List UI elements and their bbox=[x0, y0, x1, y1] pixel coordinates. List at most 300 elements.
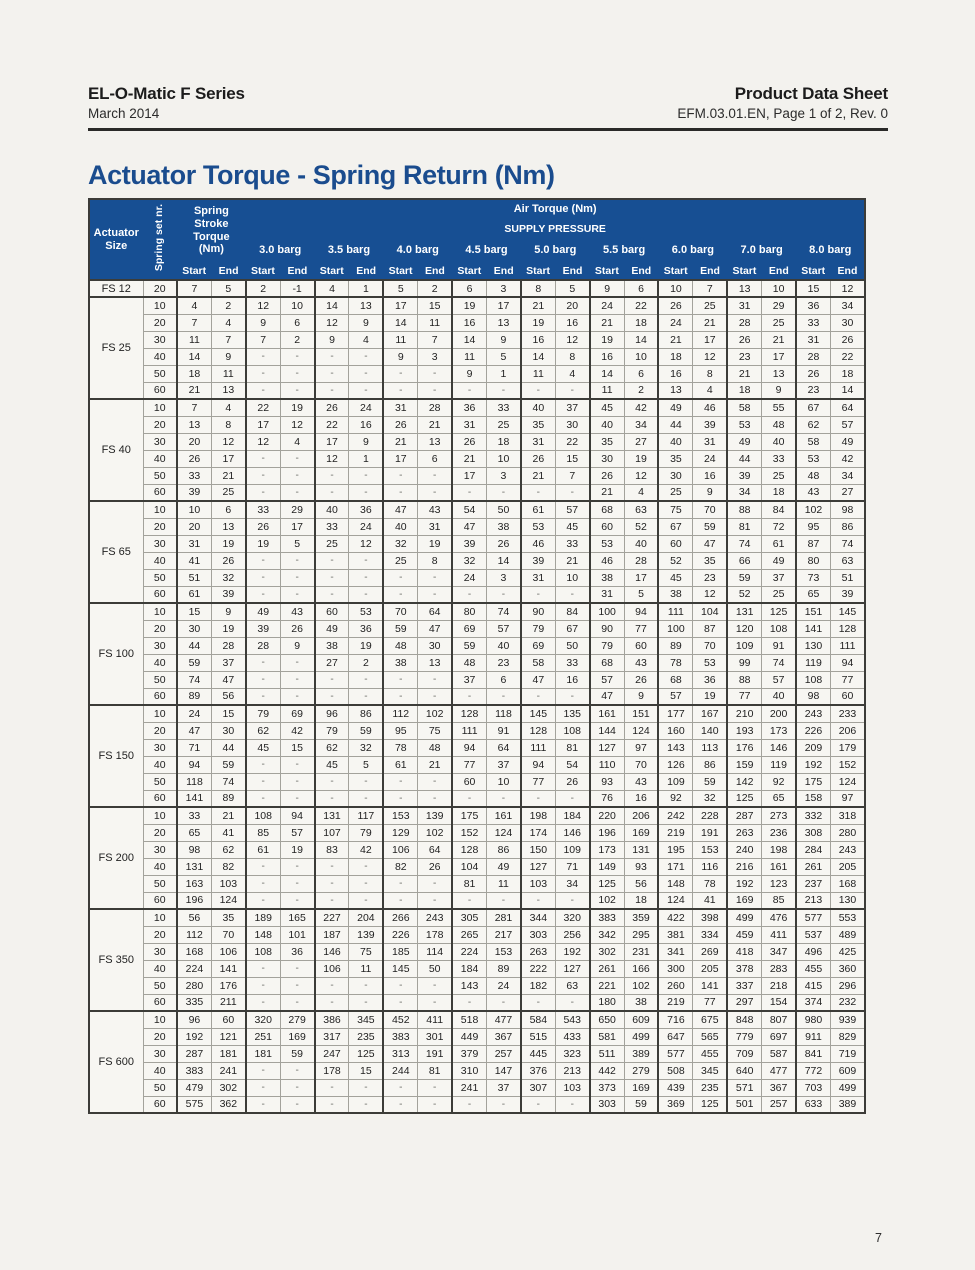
torque-value-cell: 302 bbox=[211, 1079, 245, 1096]
torque-value-cell: 152 bbox=[452, 824, 486, 841]
torque-value-cell: 226 bbox=[383, 926, 417, 943]
torque-value-cell: 152 bbox=[830, 756, 865, 773]
torque-value-cell: 70 bbox=[693, 637, 727, 654]
torque-value-cell: - bbox=[315, 773, 349, 790]
spring-set-cell: 60 bbox=[143, 688, 177, 705]
torque-value-cell: 22 bbox=[830, 348, 865, 365]
torque-value-cell: 150 bbox=[521, 841, 555, 858]
torque-value-cell: 337 bbox=[727, 977, 761, 994]
torque-value-cell: 28 bbox=[418, 399, 452, 416]
table-row bbox=[89, 671, 865, 688]
torque-value-cell: 345 bbox=[349, 1011, 383, 1028]
torque-value-cell: 22 bbox=[315, 416, 349, 433]
torque-value-cell: 24 bbox=[590, 297, 624, 314]
torque-value-cell: 121 bbox=[211, 1028, 245, 1045]
torque-value-cell: 175 bbox=[452, 807, 486, 824]
spring-set-cell: 60 bbox=[143, 892, 177, 909]
torque-value-cell: - bbox=[555, 382, 589, 399]
table-row bbox=[89, 620, 865, 637]
torque-value-cell: 57 bbox=[762, 671, 796, 688]
page-title: Actuator Torque - Spring Return (Nm) bbox=[88, 160, 555, 190]
torque-value-cell: 74 bbox=[762, 654, 796, 671]
torque-value-cell: 609 bbox=[830, 1062, 865, 1079]
torque-value-cell: 70 bbox=[211, 926, 245, 943]
torque-value-cell: 32 bbox=[349, 739, 383, 756]
torque-value-cell: 25 bbox=[658, 484, 692, 501]
torque-value-cell: 78 bbox=[693, 875, 727, 892]
col-header-pressure-60: 6.0 barg bbox=[658, 239, 727, 262]
torque-value-cell: 192 bbox=[177, 1028, 211, 1045]
torque-value-cell: 418 bbox=[727, 943, 761, 960]
torque-value-cell: - bbox=[246, 1079, 280, 1096]
torque-value-cell: 94 bbox=[830, 654, 865, 671]
torque-value-cell: 449 bbox=[452, 1028, 486, 1045]
torque-value-cell: 359 bbox=[624, 909, 658, 926]
torque-value-cell: 4 bbox=[315, 280, 349, 297]
torque-value-cell: 577 bbox=[796, 909, 830, 926]
torque-value-cell: 15 bbox=[555, 450, 589, 467]
torque-value-cell: 204 bbox=[349, 909, 383, 926]
torque-value-cell: 9 bbox=[383, 348, 417, 365]
torque-value-cell: 675 bbox=[693, 1011, 727, 1028]
spring-set-cell: 10 bbox=[143, 501, 177, 518]
col-header-start: Start bbox=[452, 262, 486, 280]
torque-value-cell: 145 bbox=[383, 960, 417, 977]
torque-value-cell: 323 bbox=[555, 1045, 589, 1062]
torque-value-cell: 147 bbox=[487, 1062, 521, 1079]
spring-set-cell: 60 bbox=[143, 586, 177, 603]
torque-value-cell: - bbox=[521, 586, 555, 603]
torque-value-cell: 43 bbox=[624, 773, 658, 790]
torque-value-cell: 9 bbox=[762, 382, 796, 399]
table-row bbox=[89, 654, 865, 671]
torque-value-cell: 476 bbox=[762, 909, 796, 926]
col-header-start: Start bbox=[315, 262, 349, 280]
torque-value-cell: 42 bbox=[280, 722, 314, 739]
torque-value-cell: 139 bbox=[418, 807, 452, 824]
torque-value-cell: 31 bbox=[452, 416, 486, 433]
torque-value-cell: 145 bbox=[830, 603, 865, 620]
torque-value-cell: 240 bbox=[727, 841, 761, 858]
torque-value-cell: 177 bbox=[658, 705, 692, 722]
torque-value-cell: 19 bbox=[418, 535, 452, 552]
torque-value-cell: 697 bbox=[762, 1028, 796, 1045]
torque-value-cell: 243 bbox=[418, 909, 452, 926]
torque-value-cell: 24 bbox=[349, 518, 383, 535]
torque-value-cell: - bbox=[246, 586, 280, 603]
spring-set-cell: 20 bbox=[143, 620, 177, 637]
torque-value-cell: 31 bbox=[727, 297, 761, 314]
torque-value-cell: 64 bbox=[830, 399, 865, 416]
torque-value-cell: - bbox=[349, 977, 383, 994]
spring-set-cell: 30 bbox=[143, 637, 177, 654]
torque-value-cell: 205 bbox=[693, 960, 727, 977]
table-row bbox=[89, 1011, 865, 1028]
torque-value-cell: - bbox=[315, 858, 349, 875]
torque-value-cell: 32 bbox=[211, 569, 245, 586]
torque-value-cell: - bbox=[349, 348, 383, 365]
torque-value-cell: 362 bbox=[211, 1096, 245, 1113]
table-row bbox=[89, 688, 865, 705]
torque-value-cell: 9 bbox=[349, 433, 383, 450]
torque-value-cell: - bbox=[555, 688, 589, 705]
torque-value-cell: 68 bbox=[658, 671, 692, 688]
torque-value-cell: 9 bbox=[452, 365, 486, 382]
torque-value-cell: 342 bbox=[590, 926, 624, 943]
torque-value-cell: 30 bbox=[211, 722, 245, 739]
torque-value-cell: 7 bbox=[211, 331, 245, 348]
table-row bbox=[89, 586, 865, 603]
torque-value-cell: - bbox=[315, 552, 349, 569]
spring-set-cell: 60 bbox=[143, 994, 177, 1011]
torque-value-cell: 389 bbox=[624, 1045, 658, 1062]
col-header-pressure-80: 8.0 barg bbox=[796, 239, 865, 262]
torque-value-cell: 161 bbox=[590, 705, 624, 722]
torque-value-cell: 35 bbox=[521, 416, 555, 433]
torque-value-cell: 70 bbox=[383, 603, 417, 620]
spring-set-cell: 20 bbox=[143, 416, 177, 433]
torque-value-cell: 141 bbox=[796, 620, 830, 637]
torque-value-cell: - bbox=[280, 977, 314, 994]
torque-value-cell: 23 bbox=[693, 569, 727, 586]
torque-value-cell: 20 bbox=[177, 433, 211, 450]
table-row bbox=[89, 501, 865, 518]
torque-value-cell: 39 bbox=[521, 552, 555, 569]
torque-value-cell: 59 bbox=[727, 569, 761, 586]
torque-value-cell: 11 bbox=[383, 331, 417, 348]
torque-value-cell: 318 bbox=[830, 807, 865, 824]
torque-value-cell: - bbox=[452, 484, 486, 501]
torque-value-cell: 106 bbox=[315, 960, 349, 977]
actuator-size-cell: FS 40 bbox=[89, 399, 143, 501]
torque-value-cell: 287 bbox=[727, 807, 761, 824]
torque-value-cell: 7 bbox=[418, 331, 452, 348]
actuator-size-cell: FS 25 bbox=[89, 297, 143, 399]
torque-value-cell: - bbox=[280, 569, 314, 586]
torque-value-cell: 18 bbox=[487, 433, 521, 450]
torque-value-cell: 47 bbox=[452, 518, 486, 535]
torque-value-cell: 50 bbox=[418, 960, 452, 977]
torque-value-cell: 125 bbox=[693, 1096, 727, 1113]
torque-value-cell: 19 bbox=[280, 841, 314, 858]
torque-value-cell: - bbox=[418, 671, 452, 688]
torque-value-cell: 283 bbox=[762, 960, 796, 977]
torque-value-cell: 433 bbox=[555, 1028, 589, 1045]
torque-value-cell: 12 bbox=[246, 297, 280, 314]
torque-value-cell: - bbox=[349, 994, 383, 1011]
torque-value-cell: - bbox=[280, 450, 314, 467]
torque-value-cell: 25 bbox=[487, 416, 521, 433]
torque-value-cell: 287 bbox=[177, 1045, 211, 1062]
torque-value-cell: - bbox=[315, 348, 349, 365]
table-row bbox=[89, 807, 865, 824]
spring-set-cell: 30 bbox=[143, 331, 177, 348]
torque-value-cell: 56 bbox=[624, 875, 658, 892]
torque-value-cell: 173 bbox=[762, 722, 796, 739]
torque-value-cell: - bbox=[452, 382, 486, 399]
col-header-pressure-40: 4.0 barg bbox=[383, 239, 452, 262]
torque-value-cell: - bbox=[418, 365, 452, 382]
torque-value-cell: 198 bbox=[762, 841, 796, 858]
spring-set-cell: 30 bbox=[143, 433, 177, 450]
torque-value-cell: - bbox=[246, 467, 280, 484]
torque-value-cell: 94 bbox=[521, 756, 555, 773]
spring-set-cell: 50 bbox=[143, 875, 177, 892]
torque-value-cell: 33 bbox=[246, 501, 280, 518]
table-row bbox=[89, 433, 865, 450]
torque-value-cell: 13 bbox=[487, 314, 521, 331]
torque-value-cell: 193 bbox=[727, 722, 761, 739]
torque-value-cell: 21 bbox=[452, 450, 486, 467]
torque-value-cell: 30 bbox=[555, 416, 589, 433]
torque-value-cell: 110 bbox=[590, 756, 624, 773]
torque-value-cell: - bbox=[555, 790, 589, 807]
torque-value-cell: 79 bbox=[590, 637, 624, 654]
torque-value-cell: 228 bbox=[693, 807, 727, 824]
torque-value-cell: 79 bbox=[246, 705, 280, 722]
torque-value-cell: 34 bbox=[727, 484, 761, 501]
spring-set-cell: 10 bbox=[143, 1011, 177, 1028]
torque-value-cell: - bbox=[280, 552, 314, 569]
torque-value-cell: 64 bbox=[418, 603, 452, 620]
torque-value-cell: - bbox=[521, 994, 555, 1011]
torque-value-cell: 37 bbox=[452, 671, 486, 688]
torque-value-cell: 217 bbox=[487, 926, 521, 943]
torque-value-cell: 2 bbox=[624, 382, 658, 399]
torque-value-cell: 265 bbox=[452, 926, 486, 943]
torque-value-cell: 141 bbox=[177, 790, 211, 807]
torque-value-cell: - bbox=[246, 994, 280, 1011]
torque-value-cell: 347 bbox=[762, 943, 796, 960]
col-header-start: Start bbox=[383, 262, 417, 280]
spring-set-cell: 20 bbox=[143, 926, 177, 943]
torque-value-cell: - bbox=[246, 1062, 280, 1079]
torque-value-cell: - bbox=[452, 586, 486, 603]
torque-value-cell: - bbox=[383, 1079, 417, 1096]
torque-value-cell: 51 bbox=[177, 569, 211, 586]
torque-value-cell: 148 bbox=[658, 875, 692, 892]
torque-value-cell: 8 bbox=[418, 552, 452, 569]
spring-set-cell: 40 bbox=[143, 960, 177, 977]
torque-value-cell: 4 bbox=[211, 314, 245, 331]
torque-value-cell: - bbox=[555, 892, 589, 909]
torque-value-cell: 383 bbox=[590, 909, 624, 926]
col-header-pressure-50: 5.0 barg bbox=[521, 239, 590, 262]
torque-value-cell: 82 bbox=[211, 858, 245, 875]
torque-value-cell: - bbox=[452, 790, 486, 807]
torque-value-cell: 9 bbox=[624, 688, 658, 705]
torque-value-cell: - bbox=[315, 467, 349, 484]
torque-value-cell: - bbox=[315, 671, 349, 688]
torque-value-cell: 63 bbox=[624, 501, 658, 518]
torque-value-cell: 59 bbox=[211, 756, 245, 773]
torque-value-cell: 716 bbox=[658, 1011, 692, 1028]
spring-set-cell: 40 bbox=[143, 450, 177, 467]
torque-value-cell: 33 bbox=[177, 807, 211, 824]
torque-value-cell: 66 bbox=[727, 552, 761, 569]
torque-value-cell: 57 bbox=[487, 620, 521, 637]
torque-value-cell: 102 bbox=[418, 705, 452, 722]
table-row bbox=[89, 926, 865, 943]
table-row bbox=[89, 909, 865, 926]
torque-value-cell: 6 bbox=[211, 501, 245, 518]
torque-value-cell: 376 bbox=[521, 1062, 555, 1079]
torque-value-cell: 24 bbox=[658, 314, 692, 331]
torque-value-cell: - bbox=[280, 756, 314, 773]
torque-value-cell: 25 bbox=[211, 484, 245, 501]
torque-value-cell: 7 bbox=[693, 280, 727, 297]
torque-value-cell: 3 bbox=[487, 280, 521, 297]
col-header-pressure-55: 5.5 barg bbox=[590, 239, 659, 262]
torque-value-cell: - bbox=[383, 365, 417, 382]
torque-value-cell: 411 bbox=[418, 1011, 452, 1028]
torque-value-cell: 108 bbox=[555, 722, 589, 739]
torque-value-cell: 81 bbox=[452, 875, 486, 892]
torque-value-cell: 39 bbox=[211, 586, 245, 603]
torque-value-cell: 119 bbox=[762, 756, 796, 773]
torque-value-cell: 9 bbox=[693, 484, 727, 501]
torque-value-cell: 16 bbox=[452, 314, 486, 331]
torque-value-cell: 303 bbox=[521, 926, 555, 943]
torque-value-cell: 158 bbox=[796, 790, 830, 807]
torque-value-cell: 9 bbox=[246, 314, 280, 331]
torque-value-cell: 10 bbox=[487, 450, 521, 467]
torque-value-cell: 187 bbox=[315, 926, 349, 943]
torque-value-cell: 17 bbox=[383, 450, 417, 467]
torque-value-cell: 452 bbox=[383, 1011, 417, 1028]
torque-value-cell: 89 bbox=[658, 637, 692, 654]
torque-value-cell: 14 bbox=[521, 348, 555, 365]
torque-value-cell: 44 bbox=[177, 637, 211, 654]
torque-value-cell: 47 bbox=[418, 620, 452, 637]
torque-value-cell: 232 bbox=[830, 994, 865, 1011]
torque-value-cell: 192 bbox=[555, 943, 589, 960]
torque-value-cell: 49 bbox=[315, 620, 349, 637]
torque-value-cell: 49 bbox=[487, 858, 521, 875]
torque-value-cell: 565 bbox=[693, 1028, 727, 1045]
torque-value-cell: 60 bbox=[830, 688, 865, 705]
torque-value-cell: - bbox=[246, 790, 280, 807]
torque-value-cell: 11 bbox=[521, 365, 555, 382]
torque-value-cell: 320 bbox=[246, 1011, 280, 1028]
torque-value-cell: 44 bbox=[211, 739, 245, 756]
torque-value-cell: 53 bbox=[521, 518, 555, 535]
torque-value-cell: 21 bbox=[762, 331, 796, 348]
torque-value-cell: 224 bbox=[177, 960, 211, 977]
torque-value-cell: 86 bbox=[830, 518, 865, 535]
torque-value-cell: 236 bbox=[762, 824, 796, 841]
torque-value-cell: 51 bbox=[830, 569, 865, 586]
torque-value-cell: 106 bbox=[211, 943, 245, 960]
document-header bbox=[88, 84, 888, 121]
torque-value-cell: 102 bbox=[796, 501, 830, 518]
torque-value-cell: 23 bbox=[796, 382, 830, 399]
torque-value-cell: 125 bbox=[349, 1045, 383, 1062]
torque-value-cell: 477 bbox=[762, 1062, 796, 1079]
torque-value-cell: 64 bbox=[418, 841, 452, 858]
torque-value-cell: 581 bbox=[590, 1028, 624, 1045]
torque-value-cell: 779 bbox=[727, 1028, 761, 1045]
table-row bbox=[89, 535, 865, 552]
torque-value-cell: 35 bbox=[590, 433, 624, 450]
torque-value-cell: 48 bbox=[762, 416, 796, 433]
torque-value-cell: 27 bbox=[315, 654, 349, 671]
torque-value-cell: 146 bbox=[315, 943, 349, 960]
torque-value-cell: 70 bbox=[693, 501, 727, 518]
torque-value-cell: 5 bbox=[383, 280, 417, 297]
col-header-end: End bbox=[693, 262, 727, 280]
torque-value-cell: - bbox=[349, 467, 383, 484]
torque-value-cell: 301 bbox=[418, 1028, 452, 1045]
torque-value-cell: - bbox=[280, 994, 314, 1011]
torque-value-cell: 13 bbox=[418, 433, 452, 450]
torque-value-cell: 17 bbox=[487, 297, 521, 314]
torque-value-cell: 96 bbox=[177, 1011, 211, 1028]
torque-value-cell: 10 bbox=[177, 501, 211, 518]
torque-value-cell: 12 bbox=[280, 416, 314, 433]
torque-value-cell: 26 bbox=[624, 671, 658, 688]
torque-value-cell: 373 bbox=[590, 1079, 624, 1096]
torque-value-cell: 10 bbox=[555, 569, 589, 586]
torque-value-cell: - bbox=[487, 892, 521, 909]
torque-value-cell: 182 bbox=[521, 977, 555, 994]
torque-value-cell: 219 bbox=[658, 824, 692, 841]
torque-value-cell: 224 bbox=[452, 943, 486, 960]
torque-value-cell: 33 bbox=[555, 535, 589, 552]
torque-value-cell: 27 bbox=[624, 433, 658, 450]
torque-value-cell: 455 bbox=[693, 1045, 727, 1062]
torque-value-cell: 14 bbox=[624, 331, 658, 348]
torque-value-cell: 939 bbox=[830, 1011, 865, 1028]
actuator-size-cell: FS 350 bbox=[89, 909, 143, 1011]
torque-value-cell: 18 bbox=[624, 314, 658, 331]
torque-value-cell: 266 bbox=[383, 909, 417, 926]
torque-value-cell: 18 bbox=[830, 365, 865, 382]
torque-value-cell: - bbox=[418, 484, 452, 501]
torque-value-cell: - bbox=[521, 688, 555, 705]
torque-value-cell: 17 bbox=[693, 331, 727, 348]
torque-value-cell: 571 bbox=[727, 1079, 761, 1096]
torque-value-cell: 39 bbox=[246, 620, 280, 637]
torque-value-cell: 479 bbox=[177, 1079, 211, 1096]
torque-value-cell: 145 bbox=[521, 705, 555, 722]
torque-value-cell: 320 bbox=[555, 909, 589, 926]
torque-value-cell: 100 bbox=[590, 603, 624, 620]
torque-value-cell: 33 bbox=[555, 654, 589, 671]
torque-value-cell: - bbox=[280, 773, 314, 790]
torque-value-cell: 2 bbox=[246, 280, 280, 297]
torque-value-cell: 48 bbox=[796, 467, 830, 484]
spring-set-cell: 50 bbox=[143, 773, 177, 790]
torque-value-cell: 89 bbox=[211, 790, 245, 807]
torque-value-cell: 146 bbox=[762, 739, 796, 756]
torque-value-cell: - bbox=[246, 484, 280, 501]
torque-value-cell: 65 bbox=[177, 824, 211, 841]
torque-value-cell: 59 bbox=[693, 518, 727, 535]
torque-value-cell: 52 bbox=[658, 552, 692, 569]
torque-value-cell: 34 bbox=[555, 875, 589, 892]
torque-value-cell: 415 bbox=[796, 977, 830, 994]
torque-value-cell: 142 bbox=[727, 773, 761, 790]
torque-value-cell: - bbox=[418, 569, 452, 586]
torque-value-cell: 131 bbox=[177, 858, 211, 875]
col-header-air-torque: Air Torque (Nm) bbox=[246, 199, 865, 220]
torque-value-cell: 116 bbox=[693, 858, 727, 875]
torque-value-cell: 3 bbox=[418, 348, 452, 365]
torque-value-cell: - bbox=[555, 1096, 589, 1113]
torque-value-cell: 143 bbox=[658, 739, 692, 756]
col-header-supply-pressure: SUPPLY PRESSURE bbox=[246, 220, 865, 239]
